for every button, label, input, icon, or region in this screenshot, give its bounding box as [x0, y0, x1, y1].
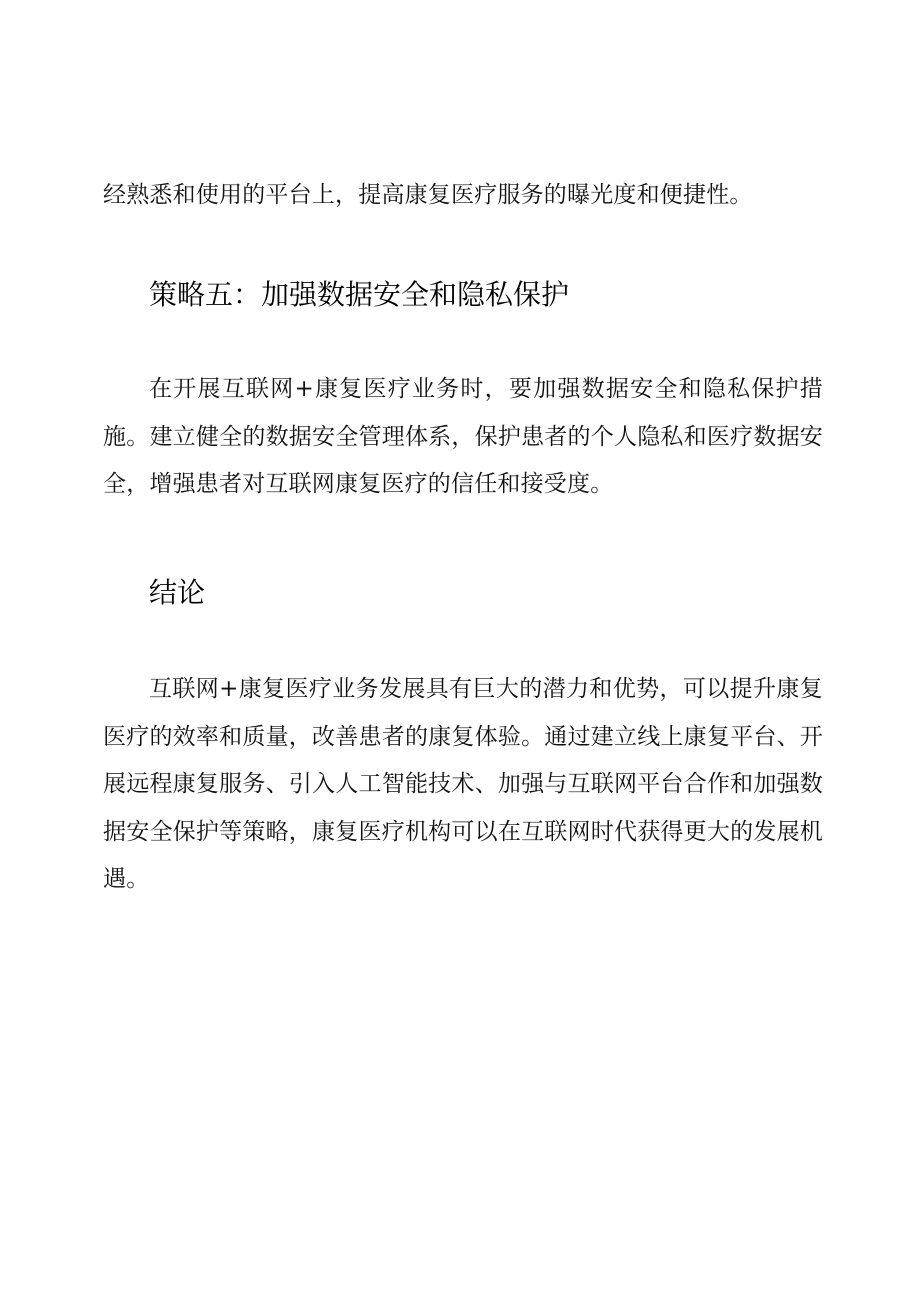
- section-paragraph-conclusion: 互联网+康复医疗业务发展具有巨大的潜力和优势，可以提升康复医疗的效率和质量，改善患者的康复体验。通过建立线上康复平台、开展远程康复服务、引入人工智能技术、加强与互联网平台合作和加强数据安全保护等策略，康复医疗机构可以在互联网时代获得更大的发展机遇。: [103, 676, 823, 892]
- section-heading-strategy-5: 策略五：加强数据安全和隐私保护: [149, 278, 570, 311]
- section-paragraph-strategy-5: 在开展互联网+康复医疗业务时，要加强数据安全和隐私保护措施。建立健全的数据安全管理体系，保护患者的个人隐私和医疗数据安全，增强患者对互联网康复医疗的信任和接受度。: [103, 376, 823, 497]
- continued-paragraph: 经熟悉和使用的平台上，提高康复医疗服务的曝光度和便捷性。: [103, 182, 753, 208]
- section-heading-conclusion: 结论: [149, 576, 206, 609]
